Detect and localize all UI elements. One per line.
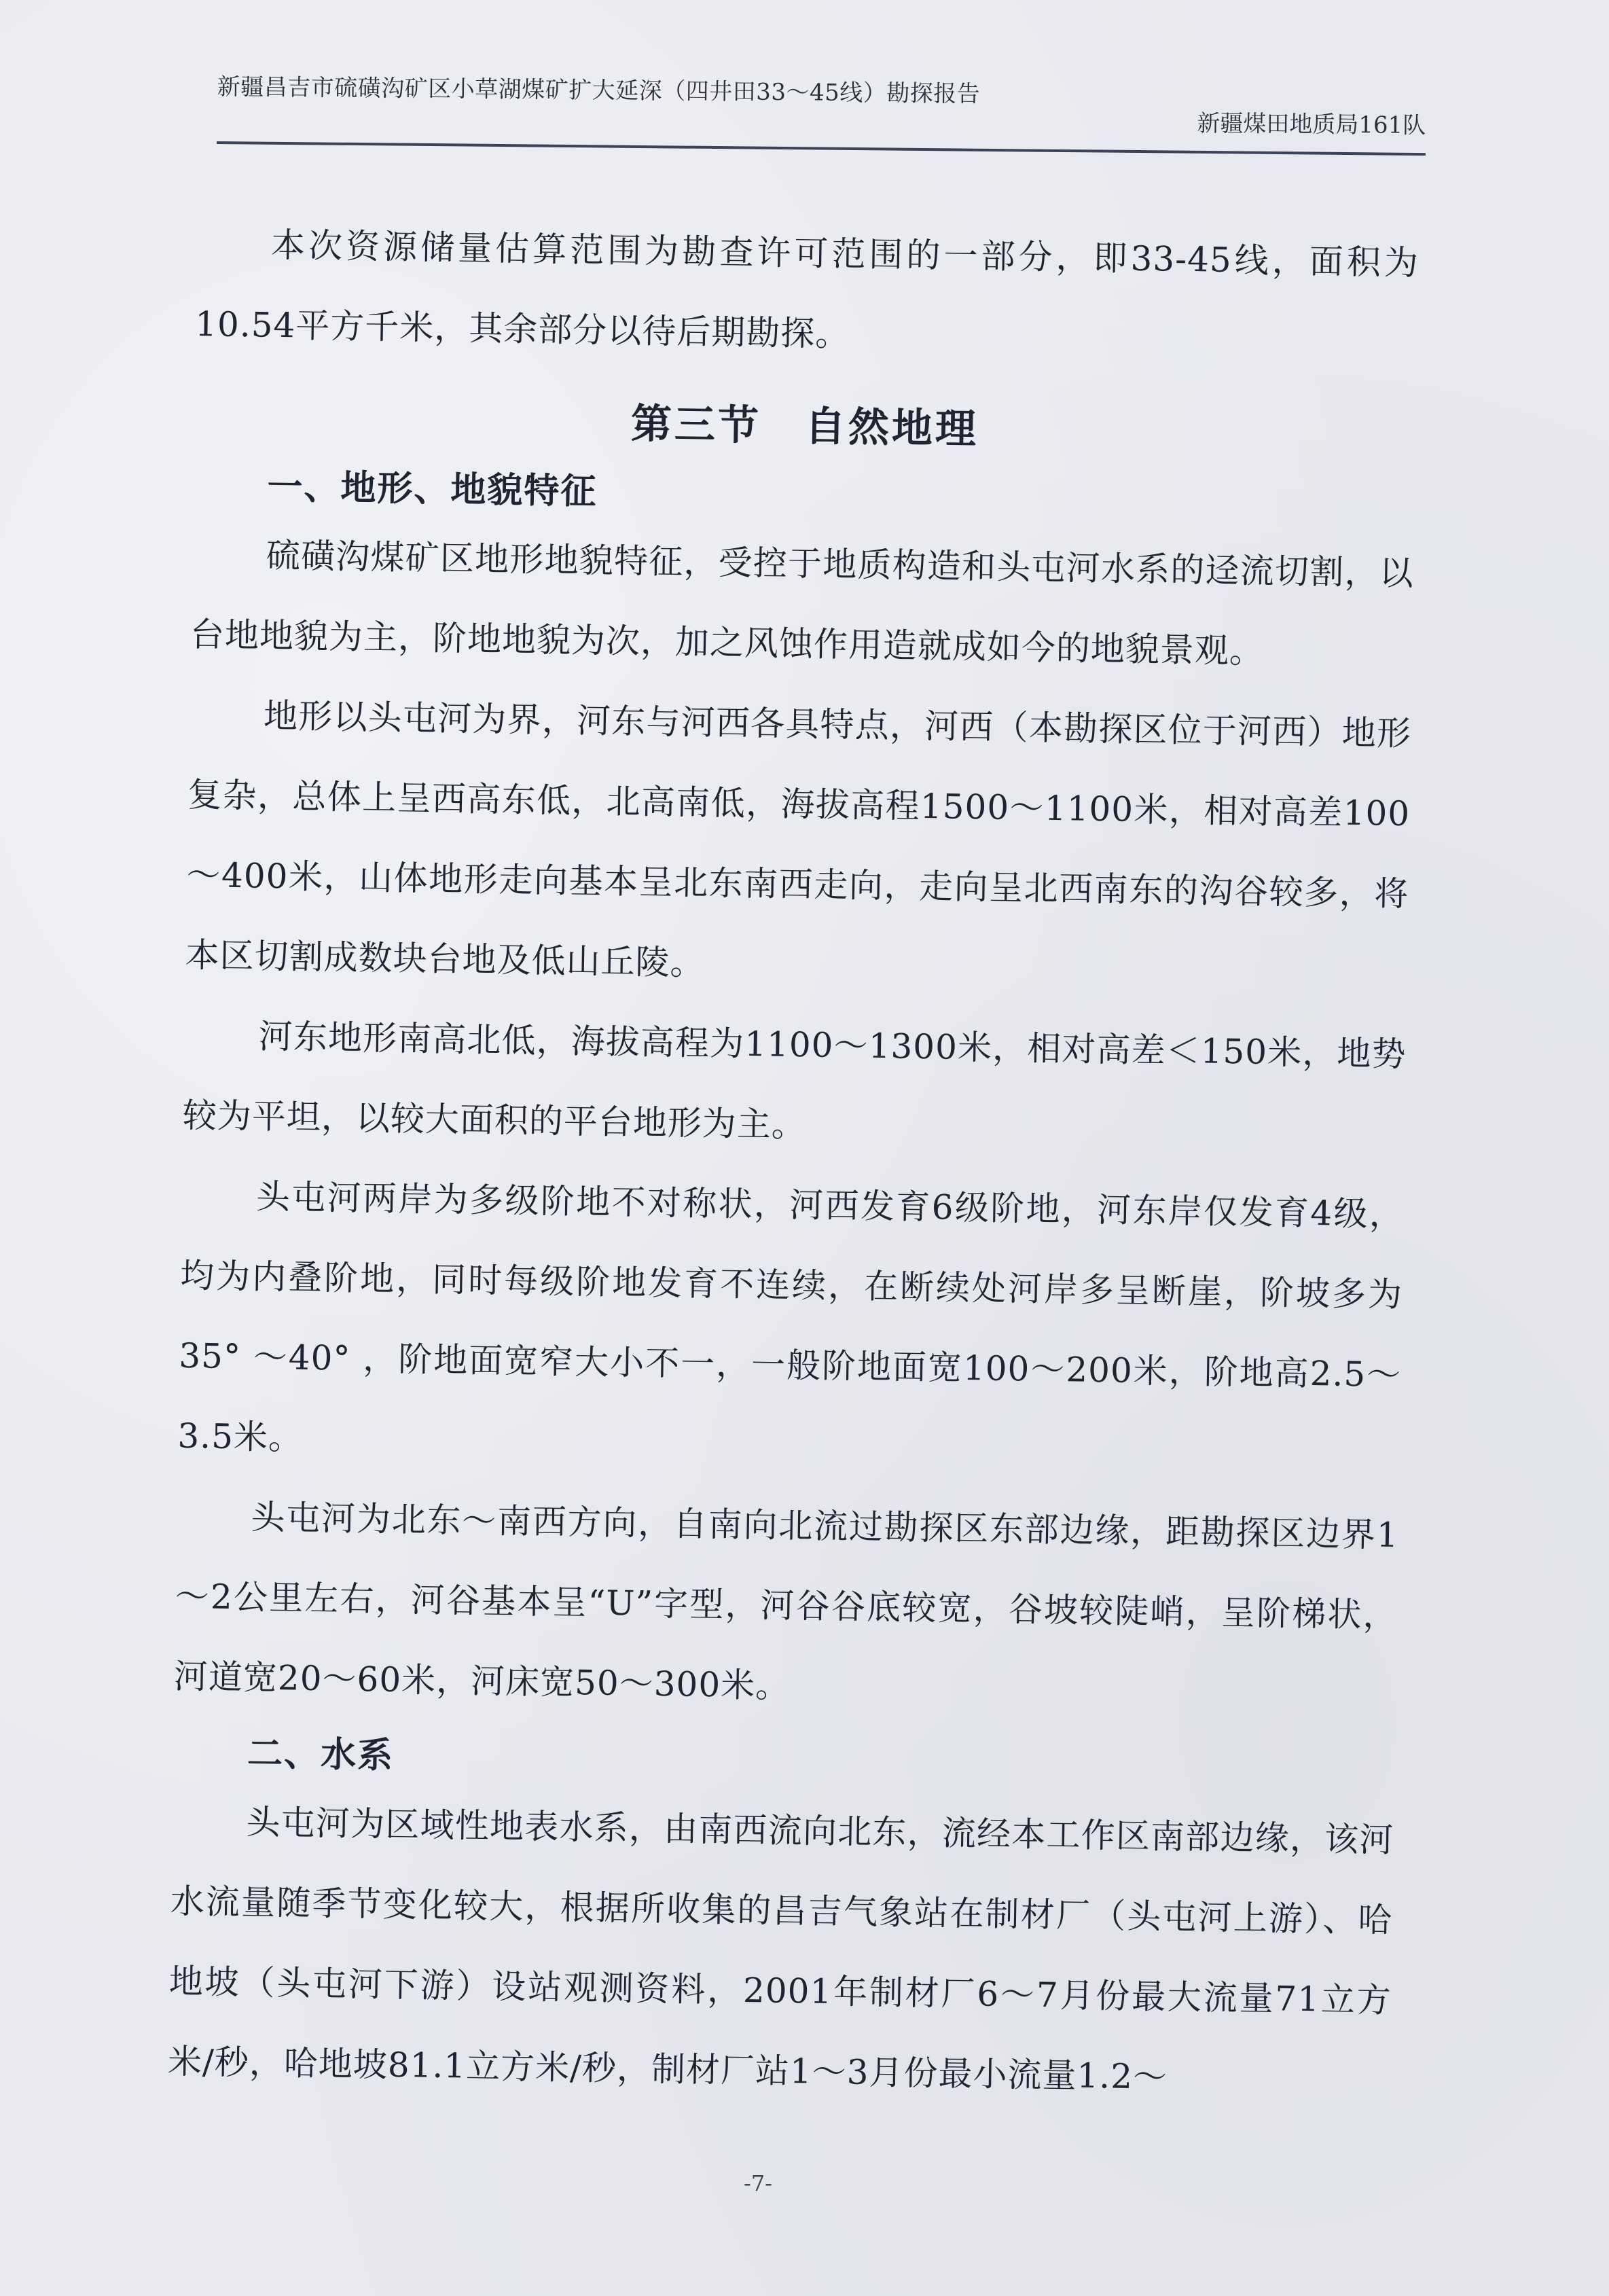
terrain-paragraph-1: 硫磺沟煤矿区地形地貌特征，受控于地质构造和头屯河水系的迳流切割，以台地地貌为主，阶地地貌为次，加之风蚀作用造就成如今的地貌景观。 xyxy=(189,535,1415,671)
report-title: 新疆昌吉市硫磺沟矿区小草湖煤矿扩大延深（四井田33～45线）勘探报告 xyxy=(217,73,981,108)
subsection-heading-terrain: 一、地形、地貌特征 xyxy=(266,465,598,513)
section-title: 第三节 自然地理 xyxy=(630,400,979,454)
terrain-paragraph-5: 头屯河为北东～南西方向，自南向北流过勘探区东部边缘，距勘探区边界1～2公里左右，河谷基本呈“U”字型，河谷谷底较宽，谷坡较陡峭，呈阶梯状，河道宽20～60米，河床宽50～300米。 xyxy=(173,1497,1399,1706)
water-system-paragraph-1: 头屯河为区域性地表水系，由南西流向北东，流经本工作区南部边缘，该河水流量随季节变化较大，根据所收集的昌吉气象站在制材厂（头屯河上游）、哈地坡（头屯河下游）设站观测资料，2001年制材厂6～7月份最大流量71立方米/秒，哈地坡81.1立方米/秒，制材厂站1～3月份最小流量1.2～ xyxy=(167,1802,1394,2097)
terrain-paragraph-2: 地形以头屯河为界，河东与河西各具特点，河西（本勘探区位于河西）地形复杂，总体上呈西高东低，北高南低，海拔高程1500～1100米，相对高差100～400米，山体地形走向基本呈北东南西走向，走向呈北西南东的沟谷较多，将本区切割成数块台地及低山丘陵。 xyxy=(185,696,1412,983)
header-divider xyxy=(217,141,1426,156)
terrain-paragraph-3: 河东地形南高北低，海拔高程为1100～1300米，相对高差＜150米，地势较为平坦，以较大面积的平台地形为主。 xyxy=(182,1016,1407,1145)
subsection-heading-water-system: 二、水系 xyxy=(247,1732,395,1776)
page-number: -7- xyxy=(744,2170,772,2196)
organization-name: 新疆煤田地质局161队 xyxy=(1197,109,1426,140)
intro-paragraph: 本次资源储量估算范围为勘查许可范围的一部分，即33-45线，面积为10.54平方千米，其余部分以待后期勘探。 xyxy=(194,225,1420,355)
page-header xyxy=(217,68,1426,154)
page-body xyxy=(167,204,1420,2121)
terrain-paragraph-4: 头屯河两岸为多级阶地不对称状，河西发育6级阶地，河东岸仅发育4级，均为内叠阶地，同时每级阶地发育不连续，在断续处河岸多呈断崖，阶坡多为35° ～40° ，阶地面宽窄大小不一，一般阶地面宽100～200米，阶地高2.5～3.5米。 xyxy=(177,1177,1405,1458)
